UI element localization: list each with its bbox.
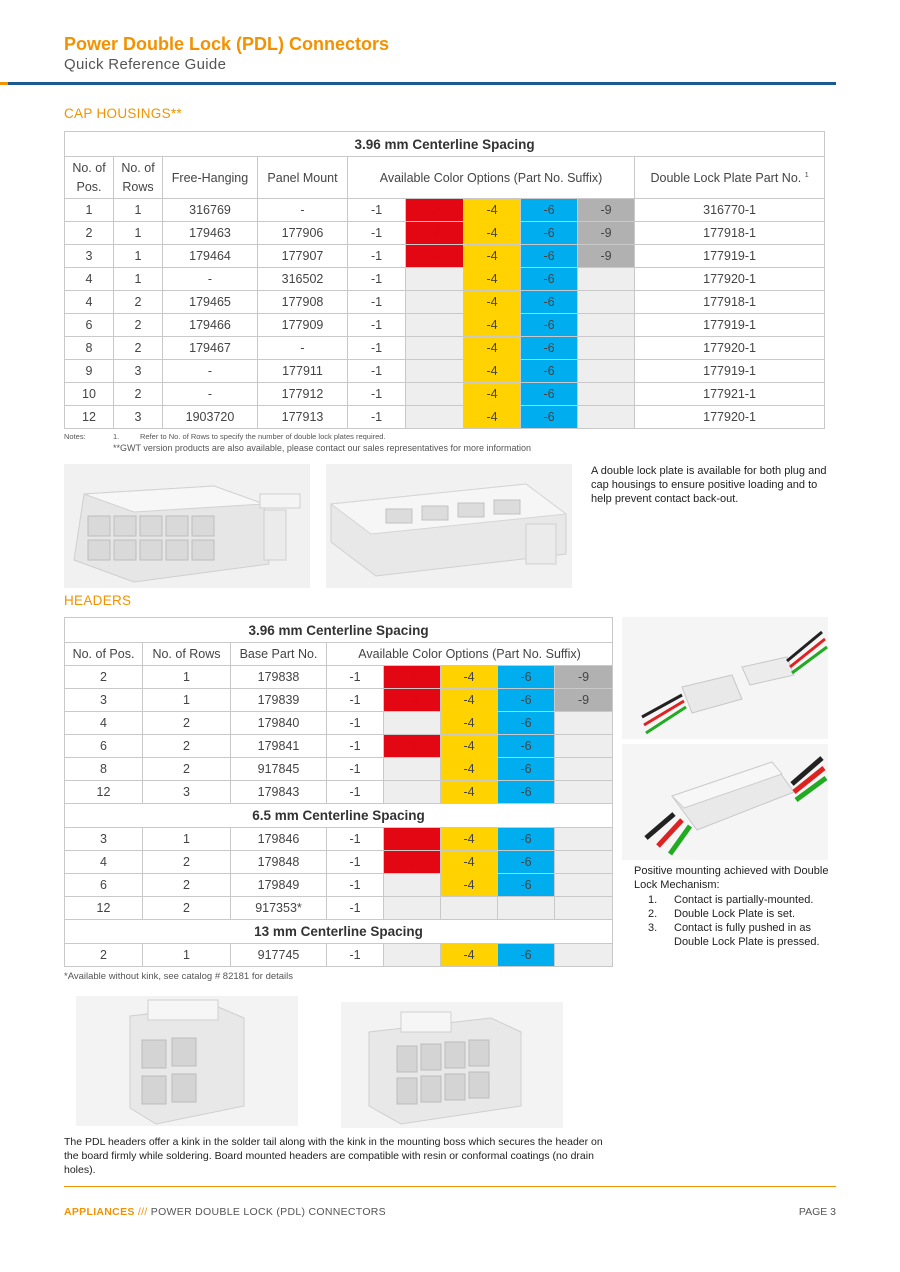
color-suffix-2 bbox=[406, 291, 464, 314]
cell-base-part-no: 179848 bbox=[231, 851, 327, 874]
cell-pos: 4 bbox=[65, 291, 114, 314]
table-row bbox=[65, 291, 825, 314]
header-table-title: 3.96 mm Centerline Spacing bbox=[65, 618, 613, 643]
color-suffix-1: -1 bbox=[327, 781, 384, 804]
col-header-rows: No. of Rows bbox=[114, 157, 163, 199]
color-suffix-4: -4 bbox=[464, 383, 521, 406]
table-row bbox=[65, 222, 825, 245]
color-suffix-9 bbox=[578, 406, 635, 429]
color-suffix-1: -1 bbox=[348, 199, 406, 222]
color-suffix-4: -4 bbox=[441, 735, 498, 758]
color-suffix-9: -9 bbox=[578, 199, 635, 222]
color-suffix-9 bbox=[555, 897, 613, 920]
cell-pos: 9 bbox=[65, 360, 114, 383]
color-suffix-2: -2 bbox=[406, 222, 464, 245]
table-row bbox=[65, 337, 825, 360]
color-suffix-4: -4 bbox=[441, 781, 498, 804]
color-suffix-2: -2 bbox=[406, 199, 464, 222]
color-suffix-4: -4 bbox=[441, 689, 498, 712]
color-suffix-9 bbox=[555, 944, 613, 967]
color-suffix-1: -1 bbox=[327, 712, 384, 735]
hdr-col-rows: No. of Rows bbox=[143, 643, 231, 666]
cell-free-hanging: - bbox=[163, 268, 258, 291]
cell-rows: 2 bbox=[143, 897, 231, 920]
color-suffix-1: -1 bbox=[327, 758, 384, 781]
table-row bbox=[65, 758, 613, 781]
color-suffix-9 bbox=[578, 360, 635, 383]
table-row bbox=[65, 781, 613, 804]
color-suffix-1: -1 bbox=[327, 874, 384, 897]
color-suffix-4: -4 bbox=[441, 944, 498, 967]
color-suffix-2 bbox=[406, 383, 464, 406]
note1-text: Refer to No. of Rows to specify the number of double lock plates required. bbox=[140, 432, 386, 441]
table-row bbox=[65, 897, 613, 920]
color-suffix-1: -1 bbox=[348, 383, 406, 406]
color-suffix-1: -1 bbox=[327, 828, 384, 851]
mounting-description: Positive mounting achieved with Double Lock Mechanism: bbox=[634, 865, 829, 891]
cell-panel-mount: 177912 bbox=[258, 383, 348, 406]
color-suffix-4: -4 bbox=[441, 851, 498, 874]
cell-panel-mount: 177909 bbox=[258, 314, 348, 337]
col-header-free-hanging: Free-Hanging bbox=[163, 157, 258, 199]
color-suffix-1: -1 bbox=[327, 851, 384, 874]
cell-pos: 6 bbox=[65, 735, 143, 758]
cell-rows: 1 bbox=[114, 268, 163, 291]
mount-step-3-number: 3. bbox=[648, 922, 658, 934]
table-row bbox=[65, 245, 825, 268]
color-suffix-9 bbox=[578, 291, 635, 314]
page-subtitle: Quick Reference Guide bbox=[64, 56, 227, 73]
cell-plate-part-no: 177919-1 bbox=[635, 245, 825, 268]
color-suffix-2 bbox=[384, 897, 441, 920]
cell-rows: 1 bbox=[114, 222, 163, 245]
cell-rows: 1 bbox=[143, 689, 231, 712]
cell-rows: 1 bbox=[143, 944, 231, 967]
color-suffix-4: -4 bbox=[464, 199, 521, 222]
cell-pos: 3 bbox=[65, 689, 143, 712]
color-suffix-6: -6 bbox=[521, 291, 578, 314]
color-suffix-9: -9 bbox=[578, 222, 635, 245]
plate-header-label: Double Lock Plate Part No. bbox=[650, 170, 802, 185]
cap-table-title: 3.96 mm Centerline Spacing bbox=[65, 132, 825, 157]
table-row bbox=[65, 268, 825, 291]
header-6pos-image bbox=[76, 996, 298, 1126]
color-suffix-1: -1 bbox=[348, 245, 406, 268]
table-row bbox=[65, 874, 613, 897]
cell-rows: 2 bbox=[143, 735, 231, 758]
cell-base-part-no: 917745 bbox=[231, 944, 327, 967]
color-suffix-9 bbox=[555, 758, 613, 781]
cell-free-hanging: 179464 bbox=[163, 245, 258, 268]
cell-rows: 2 bbox=[114, 383, 163, 406]
cell-pos: 1 bbox=[65, 199, 114, 222]
cell-pos: 6 bbox=[65, 314, 114, 337]
color-suffix-6: -6 bbox=[498, 689, 555, 712]
cell-pos: 4 bbox=[65, 268, 114, 291]
color-suffix-6: -6 bbox=[498, 944, 555, 967]
color-suffix-1: -1 bbox=[327, 666, 384, 689]
cell-pos: 3 bbox=[65, 245, 114, 268]
cell-panel-mount: - bbox=[258, 337, 348, 360]
spacing-group-header bbox=[65, 920, 613, 944]
mount-step-2 bbox=[648, 907, 838, 921]
color-suffix-4: -4 bbox=[441, 758, 498, 781]
cell-rows: 2 bbox=[143, 712, 231, 735]
hdr-col-base: Base Part No. bbox=[231, 643, 327, 666]
cell-pos: 12 bbox=[65, 897, 143, 920]
cell-panel-mount: 177908 bbox=[258, 291, 348, 314]
color-suffix-1: -1 bbox=[348, 314, 406, 337]
cell-plate-part-no: 177918-1 bbox=[635, 222, 825, 245]
footer-brand: APPLIANCES bbox=[64, 1206, 135, 1218]
cell-rows: 1 bbox=[143, 828, 231, 851]
color-suffix-6: -6 bbox=[498, 781, 555, 804]
cell-rows: 2 bbox=[143, 758, 231, 781]
color-suffix-6: -6 bbox=[521, 199, 578, 222]
cell-rows: 3 bbox=[114, 360, 163, 383]
color-suffix-4: -4 bbox=[441, 666, 498, 689]
color-suffix-2 bbox=[384, 874, 441, 897]
table-row bbox=[65, 360, 825, 383]
footer-rule bbox=[64, 1186, 836, 1187]
color-suffix-4: -4 bbox=[464, 245, 521, 268]
cell-rows: 1 bbox=[114, 199, 163, 222]
cell-base-part-no: 179846 bbox=[231, 828, 327, 851]
cell-rows: 1 bbox=[143, 666, 231, 689]
table-row bbox=[65, 828, 613, 851]
color-suffix-4: -4 bbox=[464, 222, 521, 245]
cell-free-hanging: 1903720 bbox=[163, 406, 258, 429]
color-suffix-2: -2 bbox=[384, 851, 441, 874]
mount-step-3-text: Contact is fully pushed in as Double Lock Plate is pressed. bbox=[674, 922, 820, 948]
color-suffix-2: -2 bbox=[384, 666, 441, 689]
footer-title bbox=[64, 1206, 386, 1218]
color-suffix-1: -1 bbox=[348, 291, 406, 314]
color-suffix-2 bbox=[384, 758, 441, 781]
cell-plate-part-no: 177920-1 bbox=[635, 268, 825, 291]
color-suffix-6: -6 bbox=[521, 337, 578, 360]
table-row bbox=[65, 851, 613, 874]
table-row bbox=[65, 712, 613, 735]
cell-pos: 2 bbox=[65, 944, 143, 967]
color-suffix-1: -1 bbox=[348, 222, 406, 245]
table-row bbox=[65, 199, 825, 222]
notes-label: Notes: bbox=[64, 432, 86, 441]
color-suffix-2: -2 bbox=[384, 689, 441, 712]
color-suffix-6: -6 bbox=[521, 245, 578, 268]
color-suffix-9 bbox=[578, 268, 635, 291]
color-suffix-6: -6 bbox=[498, 851, 555, 874]
cell-pos: 12 bbox=[65, 781, 143, 804]
color-suffix-6: -6 bbox=[521, 360, 578, 383]
mount-step-2-text: Double Lock Plate is set. bbox=[674, 908, 796, 920]
color-suffix-6: -6 bbox=[498, 666, 555, 689]
header-footnote: *Available without kink, see catalog # 82181 for details bbox=[64, 971, 294, 982]
mount-step-2-number: 2. bbox=[648, 908, 658, 920]
cell-plate-part-no: 177919-1 bbox=[635, 360, 825, 383]
kink-description: The PDL headers offer a kink in the solder tail along with the kink in the mounting boss which secures the header on the board firmly while soldering. Board mounted headers are compatible with resin or conformal coatings (no drain holes). bbox=[64, 1136, 603, 1176]
color-suffix-1: -1 bbox=[327, 897, 384, 920]
color-suffix-2 bbox=[406, 314, 464, 337]
color-suffix-1: -1 bbox=[327, 944, 384, 967]
cell-pos: 6 bbox=[65, 874, 143, 897]
cell-base-part-no: 179843 bbox=[231, 781, 327, 804]
cell-rows: 2 bbox=[143, 851, 231, 874]
color-suffix-9: -9 bbox=[555, 666, 613, 689]
cell-base-part-no: 179841 bbox=[231, 735, 327, 758]
cell-base-part-no: 179849 bbox=[231, 874, 327, 897]
cell-pos: 2 bbox=[65, 666, 143, 689]
color-suffix-1: -1 bbox=[327, 689, 384, 712]
cell-pos: 10 bbox=[65, 383, 114, 406]
table-row bbox=[65, 383, 825, 406]
color-suffix-9: -9 bbox=[555, 689, 613, 712]
table-row bbox=[65, 314, 825, 337]
table-row bbox=[65, 944, 613, 967]
footer-doc-title: POWER DOUBLE LOCK (PDL) CONNECTORS bbox=[150, 1206, 386, 1218]
color-suffix-6: -6 bbox=[498, 735, 555, 758]
cell-pos: 3 bbox=[65, 828, 143, 851]
cell-pos: 8 bbox=[65, 337, 114, 360]
header-rule bbox=[0, 82, 836, 85]
color-suffix-9 bbox=[555, 851, 613, 874]
cap-housing-image bbox=[64, 464, 310, 588]
cell-pos: 12 bbox=[65, 406, 114, 429]
cell-panel-mount: 177911 bbox=[258, 360, 348, 383]
color-suffix-9 bbox=[578, 337, 635, 360]
cell-base-part-no: 179839 bbox=[231, 689, 327, 712]
mount-step-1-number: 1. bbox=[648, 894, 658, 906]
table-row bbox=[65, 666, 613, 689]
table-row bbox=[65, 735, 613, 758]
color-suffix-1: -1 bbox=[348, 360, 406, 383]
cell-rows: 3 bbox=[114, 406, 163, 429]
color-suffix-4 bbox=[441, 897, 498, 920]
color-suffix-4: -4 bbox=[464, 291, 521, 314]
plate-header-footnote-mark: 1 bbox=[804, 171, 809, 179]
contact-mounting-image-top bbox=[622, 617, 828, 739]
cell-plate-part-no: 177920-1 bbox=[635, 406, 825, 429]
hdr-col-pos: No. of Pos. bbox=[65, 643, 143, 666]
note2-text: **GWT version products are also available, please contact our sales representatives for more information bbox=[113, 443, 532, 453]
hdr-col-color-options: Available Color Options (Part No. Suffix) bbox=[327, 643, 613, 666]
color-suffix-6: -6 bbox=[521, 406, 578, 429]
cell-rows: 2 bbox=[114, 314, 163, 337]
mounting-steps bbox=[648, 893, 838, 949]
cell-pos: 8 bbox=[65, 758, 143, 781]
cell-plate-part-no: 177918-1 bbox=[635, 291, 825, 314]
cell-base-part-no: 179840 bbox=[231, 712, 327, 735]
color-suffix-1: -1 bbox=[348, 406, 406, 429]
color-suffix-6: -6 bbox=[498, 828, 555, 851]
color-suffix-6: -6 bbox=[498, 712, 555, 735]
cell-free-hanging: 179463 bbox=[163, 222, 258, 245]
color-suffix-9 bbox=[578, 383, 635, 406]
cell-panel-mount: 177906 bbox=[258, 222, 348, 245]
cell-panel-mount: - bbox=[258, 199, 348, 222]
cell-plate-part-no: 177919-1 bbox=[635, 314, 825, 337]
color-suffix-9 bbox=[555, 781, 613, 804]
color-suffix-2 bbox=[384, 944, 441, 967]
cell-pos: 4 bbox=[65, 851, 143, 874]
color-suffix-9 bbox=[555, 735, 613, 758]
color-suffix-4: -4 bbox=[464, 314, 521, 337]
header-rule-accent bbox=[0, 82, 8, 85]
cell-free-hanging: - bbox=[163, 383, 258, 406]
color-suffix-6: -6 bbox=[521, 383, 578, 406]
cell-plate-part-no: 177920-1 bbox=[635, 337, 825, 360]
note1-number: 1. bbox=[113, 432, 120, 441]
color-suffix-6: -6 bbox=[498, 758, 555, 781]
mount-step-3 bbox=[648, 921, 838, 949]
color-suffix-1: -1 bbox=[327, 735, 384, 758]
cell-rows: 2 bbox=[114, 291, 163, 314]
col-header-plate-part-no bbox=[635, 157, 825, 199]
color-suffix-2: -2 bbox=[406, 245, 464, 268]
color-suffix-2 bbox=[384, 712, 441, 735]
color-suffix-2: -2 bbox=[384, 828, 441, 851]
color-suffix-1: -1 bbox=[348, 337, 406, 360]
color-suffix-4: -4 bbox=[464, 360, 521, 383]
color-suffix-4: -4 bbox=[441, 712, 498, 735]
col-header-color-options: Available Color Options (Part No. Suffix) bbox=[348, 157, 635, 199]
color-suffix-9 bbox=[555, 828, 613, 851]
cell-pos: 4 bbox=[65, 712, 143, 735]
headers-heading: HEADERS bbox=[64, 593, 132, 608]
color-suffix-2 bbox=[406, 406, 464, 429]
color-suffix-4: -4 bbox=[441, 828, 498, 851]
page-title: Power Double Lock (PDL) Connectors bbox=[64, 34, 390, 54]
lock-plate-description: A double lock plate is available for both plug and cap housings to ensure positive loading and to help prevent contact back-out. bbox=[591, 465, 827, 505]
cell-rows: 3 bbox=[143, 781, 231, 804]
color-suffix-4: -4 bbox=[441, 874, 498, 897]
cell-panel-mount: 177913 bbox=[258, 406, 348, 429]
color-suffix-1: -1 bbox=[348, 268, 406, 291]
color-suffix-9 bbox=[555, 712, 613, 735]
cell-free-hanging: 179465 bbox=[163, 291, 258, 314]
contact-mounting-image-bottom bbox=[622, 744, 828, 860]
color-suffix-4: -4 bbox=[464, 337, 521, 360]
cell-free-hanging: 179467 bbox=[163, 337, 258, 360]
cell-pos: 2 bbox=[65, 222, 114, 245]
cap-housings-heading: CAP HOUSINGS** bbox=[64, 106, 182, 121]
color-suffix-4: -4 bbox=[464, 268, 521, 291]
mount-step-1-text: Contact is partially-mounted. bbox=[674, 894, 814, 906]
color-suffix-9: -9 bbox=[578, 245, 635, 268]
col-header-pos: No. of Pos. bbox=[65, 157, 114, 199]
footer-separator: /// bbox=[137, 1206, 148, 1218]
cell-free-hanging: 316769 bbox=[163, 199, 258, 222]
color-suffix-6: -6 bbox=[521, 268, 578, 291]
color-suffix-2 bbox=[406, 360, 464, 383]
page-number: PAGE 3 bbox=[798, 1206, 836, 1218]
headers-table bbox=[64, 617, 613, 967]
color-suffix-2: -2 bbox=[384, 735, 441, 758]
cell-plate-part-no: 316770-1 bbox=[635, 199, 825, 222]
cap-housings-table bbox=[64, 131, 825, 429]
mount-step-1 bbox=[648, 893, 838, 907]
color-suffix-2 bbox=[384, 781, 441, 804]
color-suffix-4: -4 bbox=[464, 406, 521, 429]
cell-free-hanging: - bbox=[163, 360, 258, 383]
cell-rows: 2 bbox=[143, 874, 231, 897]
color-suffix-6: -6 bbox=[521, 314, 578, 337]
cell-rows: 2 bbox=[114, 337, 163, 360]
cell-base-part-no: 917845 bbox=[231, 758, 327, 781]
color-suffix-6: -6 bbox=[498, 874, 555, 897]
double-lock-plate-image bbox=[326, 464, 572, 588]
table-row bbox=[65, 406, 825, 429]
col-header-panel-mount: Panel Mount bbox=[258, 157, 348, 199]
cell-base-part-no: 917353* bbox=[231, 897, 327, 920]
cell-base-part-no: 179838 bbox=[231, 666, 327, 689]
color-suffix-2 bbox=[406, 337, 464, 360]
color-suffix-2 bbox=[406, 268, 464, 291]
header-8pos-image bbox=[341, 1002, 563, 1128]
cell-panel-mount: 316502 bbox=[258, 268, 348, 291]
table-row bbox=[65, 689, 613, 712]
cell-plate-part-no: 177921-1 bbox=[635, 383, 825, 406]
cell-panel-mount: 177907 bbox=[258, 245, 348, 268]
spacing-group-header bbox=[65, 804, 613, 828]
color-suffix-9 bbox=[578, 314, 635, 337]
color-suffix-9 bbox=[555, 874, 613, 897]
spacing-group-title: 6.5 mm Centerline Spacing bbox=[65, 804, 613, 828]
spacing-group-title: 13 mm Centerline Spacing bbox=[65, 920, 613, 944]
color-suffix-6: -6 bbox=[521, 222, 578, 245]
color-suffix-6 bbox=[498, 897, 555, 920]
cell-free-hanging: 179466 bbox=[163, 314, 258, 337]
cell-rows: 1 bbox=[114, 245, 163, 268]
